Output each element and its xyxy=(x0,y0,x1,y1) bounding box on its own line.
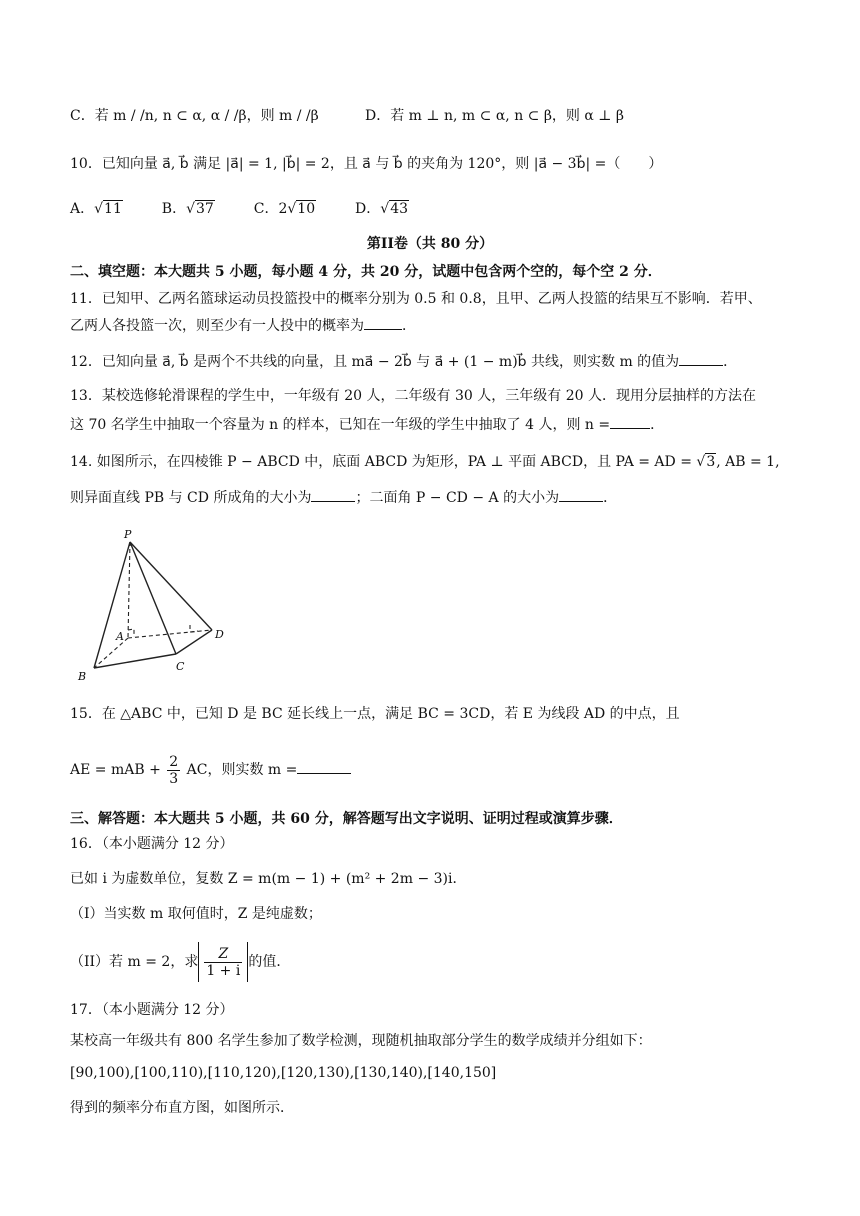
q12-line: 12．已知向量 a⃗, b⃗ 是两个不共线的向量，且 ma⃗ − 2b⃗ 与 a⃗ + (1 − m)b⃗ 共线，则实数 m 的值为 ． xyxy=(70,351,737,372)
q11-answer-blank xyxy=(364,315,402,330)
q13-line2: 这 70 名学生中抽取一个容量为 n 的样本，已知在一年级的学生中抽取了 4 人，则 n = ． xyxy=(70,414,664,435)
q15-line1: 15．在 △ABC 中，已知 D 是 BC 延长线上一点，满足 BC = 3CD，若 E 为线段 AD 的中点，且 xyxy=(70,706,680,722)
q14-blank-1 xyxy=(311,487,355,502)
label-p: P xyxy=(124,528,132,541)
label-a: A xyxy=(116,630,124,643)
q16-part2: （II）若 m = 2，求 $\frac{Z}{1 + i}$ 的值． xyxy=(70,942,290,982)
label-b: B xyxy=(78,670,87,683)
q15-line2: AE = mAB + $\frac{2}{3}$ AC，则实数 m = xyxy=(70,750,351,790)
q10-option-c: C．2√10 xyxy=(253,201,316,217)
q9-option-d: D．若 m ⊥ n, m ⊂ α, n ⊂ β，则 α ⊥ β xyxy=(365,108,624,124)
edge-bc xyxy=(94,654,176,668)
q16-stem: 已如 i 为虚数单位，复数 Z = m(m − 1) + (m² + 2m − 3)i． xyxy=(70,871,467,887)
q16-part1: （I）当实数 m 取何值时，Z 是纯虚数； xyxy=(70,906,322,922)
q16-abs-value: $\frac{Z}{1 + i}$ xyxy=(198,942,248,982)
edge-pb xyxy=(94,542,130,668)
edge-cd xyxy=(176,630,212,654)
q17-line1: 某校高一年级共有 800 名学生参加了数学检测，现随机抽取部分学生的数学成绩并分组如下： xyxy=(70,1033,652,1049)
q10-option-b: B．√37 xyxy=(161,201,214,217)
q15-fraction: $\frac{2}{3}$ xyxy=(169,753,179,787)
q13-answer-blank xyxy=(610,414,650,429)
q17-intervals: [90,100),[100,110),[110,120),[120,130),[130,140),[140,150] xyxy=(70,1065,497,1081)
part2-title: 第II卷（共 80 分） xyxy=(366,236,494,252)
q17-line3: 得到的频率分布直方图，如图所示． xyxy=(70,1100,294,1116)
edge-pd xyxy=(130,542,212,630)
section2-heading: 二、填空题：本大题共 5 小题，每小题 4 分，共 20 分，试题中包含两个空的，每个空 2 分． xyxy=(70,264,662,280)
pyramid-figure xyxy=(72,528,232,686)
q11-line1: 11．已知甲、乙两名篮球运动员投篮投中的概率分别为 0.5 和 0.8，且甲、乙两人投篮的结果互不影响．若甲、 xyxy=(70,291,762,307)
edge-pa-hidden xyxy=(128,542,130,638)
label-c: C xyxy=(176,660,185,673)
q10-stem: 10．已知向量 a⃗, b⃗ 满足 |a⃗| = 1, |b⃗| = 2，且 a⃗ 与 b⃗ 的夹角为 120°，则 |a⃗ − 3b⃗| =（ ） xyxy=(70,156,663,172)
q13-line1: 13．某校选修轮滑课程的学生中，一年级有 20 人，二年级有 30 人，三年级有 20 人．现用分层抽样的方法在 xyxy=(70,388,756,404)
q9-option-c: C．若 m / /n, n ⊂ α, α / /β，则 m / /β xyxy=(70,108,319,124)
right-angle-mark-d xyxy=(190,625,198,632)
q10-options xyxy=(70,199,409,219)
edge-ad-hidden xyxy=(128,630,212,638)
q14-line2: 则异面直线 PB 与 CD 所成角的大小为 ；二面角 P − CD − A 的大小为 ． xyxy=(70,487,617,508)
q17-heading: 17．（本小题满分 12 分） xyxy=(70,1002,234,1018)
q16-heading: 16．（本小题满分 12 分） xyxy=(70,836,234,852)
q14-blank-2 xyxy=(559,487,603,502)
q11-line2: 乙两人各投篮一次，则至少有一人投中的概率为 ． xyxy=(70,315,416,336)
q14-line1: 14. 如图所示，在四棱锥 P − ABCD 中，底面 ABCD 为矩形，PA ⊥ 平面 ABCD，且 PA = AD = √3, AB = 1, xyxy=(70,454,780,470)
right-angle-mark-a xyxy=(128,629,134,637)
section3-heading: 三、解答题：本大题共 5 小题，共 60 分，解答题写出文字说明、证明过程或演算步骤． xyxy=(70,811,623,827)
q10-option-a: A．√11 xyxy=(70,201,122,217)
q12-answer-blank xyxy=(679,351,723,366)
q15-answer-blank xyxy=(297,759,351,774)
label-d: D xyxy=(215,628,224,641)
q10-option-d: D．√43 xyxy=(355,201,409,217)
